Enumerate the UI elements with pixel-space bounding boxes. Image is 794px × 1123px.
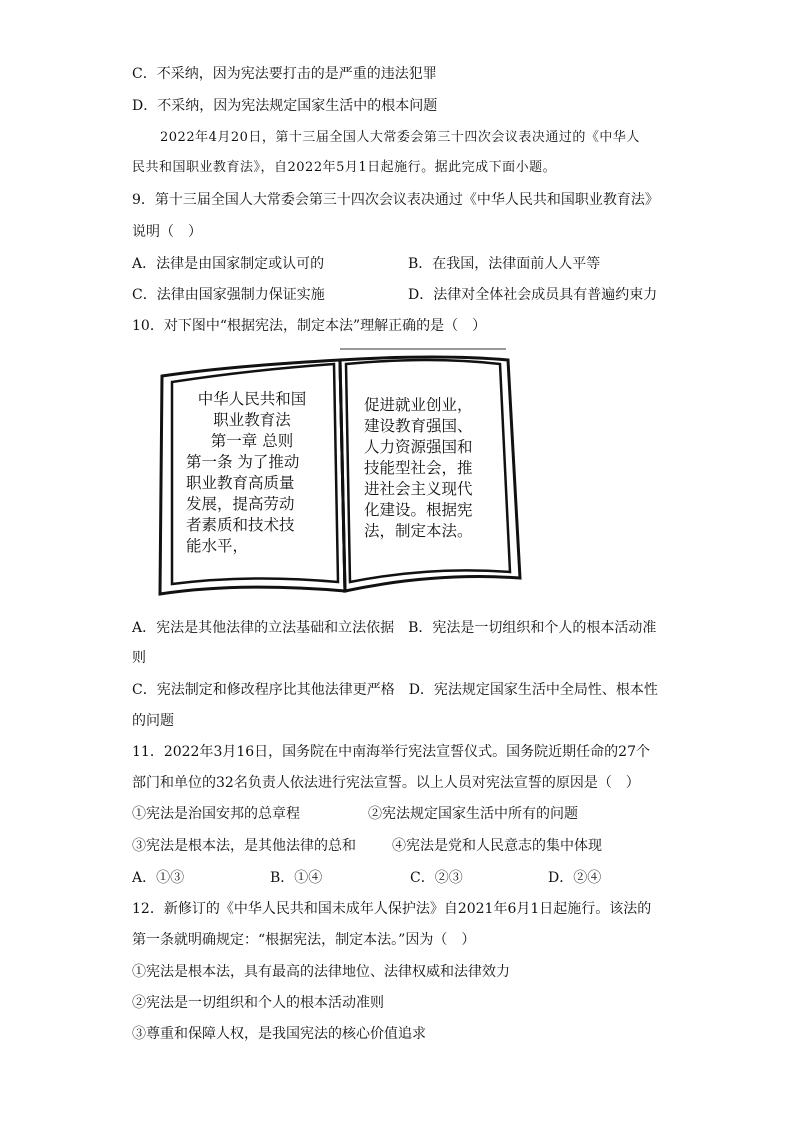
q10-options-ab-1: A．宪法是其他法律的立法基础和立法依据 B．宪法是一切组织和个人的根本活动准 (132, 620, 657, 636)
book-right-line-1: 促进就业创业， (364, 396, 473, 414)
book-right-line-3: 人力资源强国和 (364, 438, 473, 456)
book-left-line-5: 能水平， (186, 537, 249, 555)
q9-option-d: D．法律对全体社会成员具有普遍约束力 (408, 287, 658, 303)
q11-stem-2: 部门和单位的32名负责人依法进行宪法宣誓。以上人员对宪法宣誓的原因是（ ） (132, 775, 640, 791)
q11-statement-4: ④宪法是党和人民意志的集中体现 (392, 838, 602, 854)
q10-options-ab-2: 则 (132, 650, 146, 666)
q11-option-d: D．②④ (548, 870, 602, 886)
q11-option-c: C．②③ (410, 870, 463, 886)
q11-stem-1: 11．2022年3月16日，国务院在中南海举行宪法宣誓仪式。国务院近期任命的27个 (132, 744, 650, 760)
q12-statement-2: ②宪法是一切组织和个人的根本活动准则 (132, 995, 384, 1011)
q10-options-cd-2: 的问题 (132, 713, 174, 729)
q9-option-b: B．在我国，法律面前人人平等 (408, 256, 601, 272)
option-d-prev: D．不采纳，因为宪法规定国家生活中的根本问题 (132, 98, 438, 114)
book-chapter: 第一章 总则 (210, 432, 294, 450)
q12-stem-1: 12．新修订的《中华人民共和国未成年人保护法》自2021年6月1日起施行。该法的 (132, 901, 652, 917)
q9-stem-1: 9．第十三届全国人大常委会第三十四次会议表决通过《中华人民共和国职业教育法》 (132, 192, 659, 208)
q11-statement-1: ①宪法是治国安邦的总章程 (132, 806, 300, 822)
q9-option-a: A．法律是由国家制定或认可的 (132, 256, 325, 272)
q12-statement-3: ③尊重和保障人权，是我国宪法的核心价值追求 (132, 1026, 426, 1042)
q12-statement-1: ①宪法是根本法，具有最高的法律地位、法律权威和法律效力 (132, 964, 510, 980)
book-title-2: 职业教育法 (213, 411, 291, 429)
book-left-line-1: 第一条 为了推动 (186, 453, 300, 471)
q9-stem-2: 说明（ ） (132, 224, 202, 240)
book-right-line-7: 法，制定本法。 (364, 522, 473, 540)
q11-option-a: A．①③ (132, 870, 185, 886)
q9-option-c: C．法律由国家强制力保证实施 (132, 287, 325, 303)
q12-stem-2: 第一条就明确规定：“根据宪法，制定本法。”因为（ ） (132, 932, 476, 948)
book-left-page (186, 389, 318, 557)
intro-line-2: 民共和国职业教育法》，自2022年5月1日起施行。据此完成下面小题。 (132, 160, 557, 175)
book-right-line-4: 技能型社会，推 (364, 459, 473, 477)
intro-line-1: 2022年4月20日，第十三届全国人大常委会第三十四次会议表决通过的《中华人 (160, 130, 640, 145)
option-c-prev: C．不采纳，因为宪法要打击的是严重的违法犯罪 (132, 66, 437, 82)
q11-statement-3: ③宪法是根本法，是其他法律的总和 (132, 838, 356, 854)
book-right-line-6: 化建设。根据宪 (364, 501, 473, 519)
book-left-line-4: 者素质和技术技 (186, 516, 295, 534)
book-left-line-2: 职业教育高质量 (186, 474, 295, 492)
book-title-1: 中华人民共和国 (197, 390, 307, 408)
book-left-line-3: 发展，提高劳动 (186, 495, 295, 513)
q11-option-b: B．①④ (270, 870, 323, 886)
book-right-line-5: 进社会主义现代 (364, 480, 473, 498)
q11-statement-2: ②宪法规定国家生活中所有的问题 (368, 806, 578, 822)
q10-options-cd-1: C．宪法制定和修改程序比其他法律更严格 D．宪法规定国家生活中全局性、根本性 (132, 682, 658, 698)
book-right-page (364, 395, 473, 542)
book-right-line-2: 建设教育强国、 (364, 417, 473, 435)
q10-stem: 10．对下图中“根据宪法，制定本法”理解正确的是（ ） (132, 318, 487, 334)
